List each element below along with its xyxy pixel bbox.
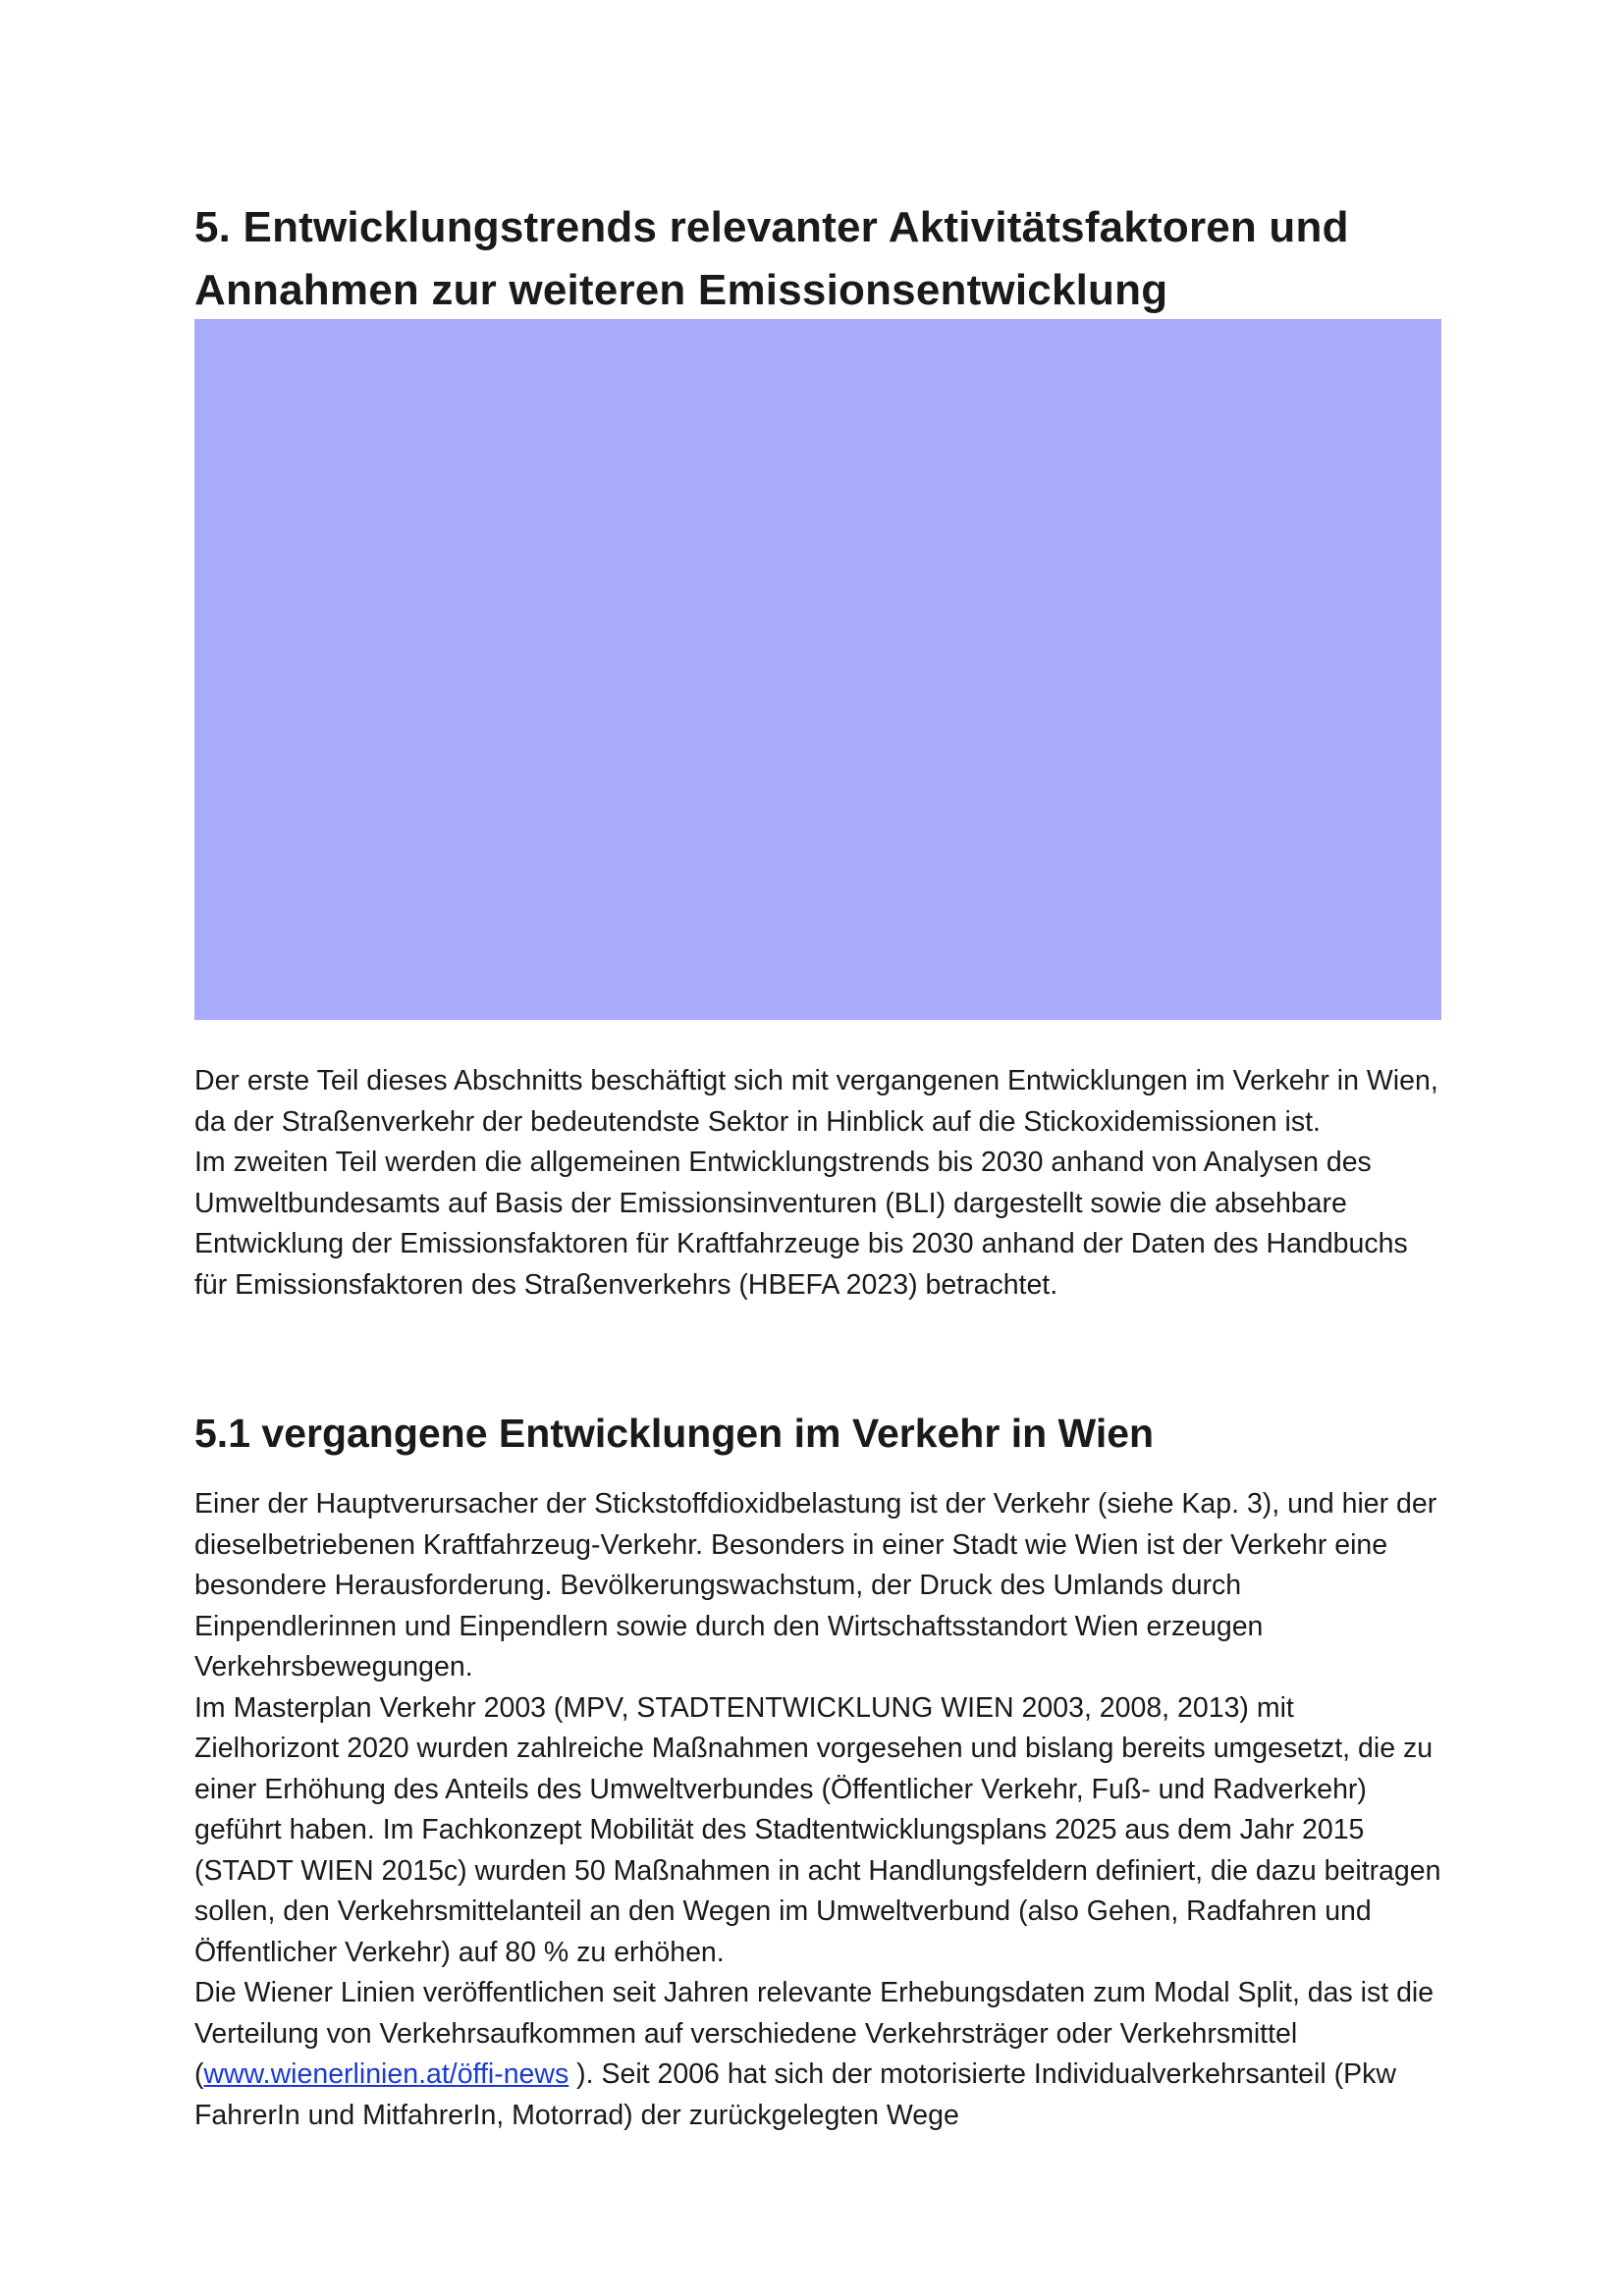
wienerlinien-link[interactable]: www.wienerlinien.at/öffi-news xyxy=(203,2058,569,2090)
section-title: 5.1 vergangene Entwicklungen im Verkehr in Wien xyxy=(194,1411,1155,1456)
chapter-title xyxy=(194,196,1441,322)
section-body xyxy=(194,1484,1441,2136)
section-paragraph-3-text-b: ). Seit 2006 hat sich der motorisierte Individualverkehrsanteil (Pkw FahrerIn und MitfahrerIn, Motorrad) der zurückgelegten Wege xyxy=(194,2058,1396,2131)
section-paragraph-2: Im Masterplan Verkehr 2003 (MPV, STADTENTWICKLUNG WIEN 2003, 2008, 2013) mit Zielhorizont 2020 wurden zahlreiche Maßnahmen vorgesehen und bislang bereits umgesetzt, die zu einer Erhöhung des Anteils des Umweltverbundes (Öffentlicher Verkehr, Fuß- und Radverkehr) geführt haben. Im Fachkonzept Mobilität des Stadtentwicklungsplans 2025 aus dem Jahr 2015 (STADT WIEN 2015c) wurden 50 Maßnahmen in acht Handlungsfeldern definiert, die dazu beitragen sollen, den Verkehrsmittelanteil an den Wegen im Umweltverbund (also Gehen, Radfahren und Öffentlicher Verkehr) auf 80 % zu erhöhen. xyxy=(194,1691,1441,1968)
figure-placeholder xyxy=(194,319,1441,1020)
section-paragraph-3 xyxy=(194,1973,1441,2136)
intro-paragraph-1: Der erste Teil dieses Abschnitts beschäftigt sich mit vergangenen Entwicklungen im Verkehr in Wien, da der Straßenverkehr der bedeutendste Sektor in Hinblick auf die Stickoxidemissionen ist. xyxy=(194,1065,1438,1138)
section-paragraph-1: Einer der Hauptverursacher der Stickstoffdioxidbelastung ist der Verkehr (siehe Kap. 3), und hier der dieselbetriebenen Kraftfahrzeug-Verkehr. Besonders in einer Stadt wie Wien ist der Verkehr eine besondere Herausforderung. Bevölkerungswachstum, der Druck des Umlands durch Einpendlerinnen und Einpendlern sowie durch den Wirtschaftsstandort Wien erzeugen Verkehrsbewegungen. xyxy=(194,1488,1437,1682)
section-paragraph-3-text-a: Die Wiener Linien veröffentlichen seit Jahren relevante Erhebungsdaten zum Modal Split, das ist die Verteilung von Verkehrsaufkommen auf verschiedene Verkehrsträger oder Verkehrsmittel ( xyxy=(194,1977,1435,2090)
intro-paragraph-2: Im zweiten Teil werden die allgemeinen Entwicklungstrends bis 2030 anhand von Analysen des Umweltbundesamts auf Basis der Emissionsinventuren (BLI) dargestellt sowie die absehbare Entwicklung der Emissionsfaktoren für Kraftfahrzeuge bis 2030 anhand der Daten des Handbuchs für Emissionsfaktoren des Straßenverkehrs (HBEFA 2023) betrachtet. xyxy=(194,1147,1408,1301)
chapter-title-line-2: Annahmen zur weiteren Emissionsentwicklung xyxy=(194,266,1168,314)
chapter-title-line-1: 5. Entwicklungstrends relevanter Aktivitätsfaktoren und xyxy=(194,203,1349,251)
intro-text xyxy=(194,1061,1441,1306)
